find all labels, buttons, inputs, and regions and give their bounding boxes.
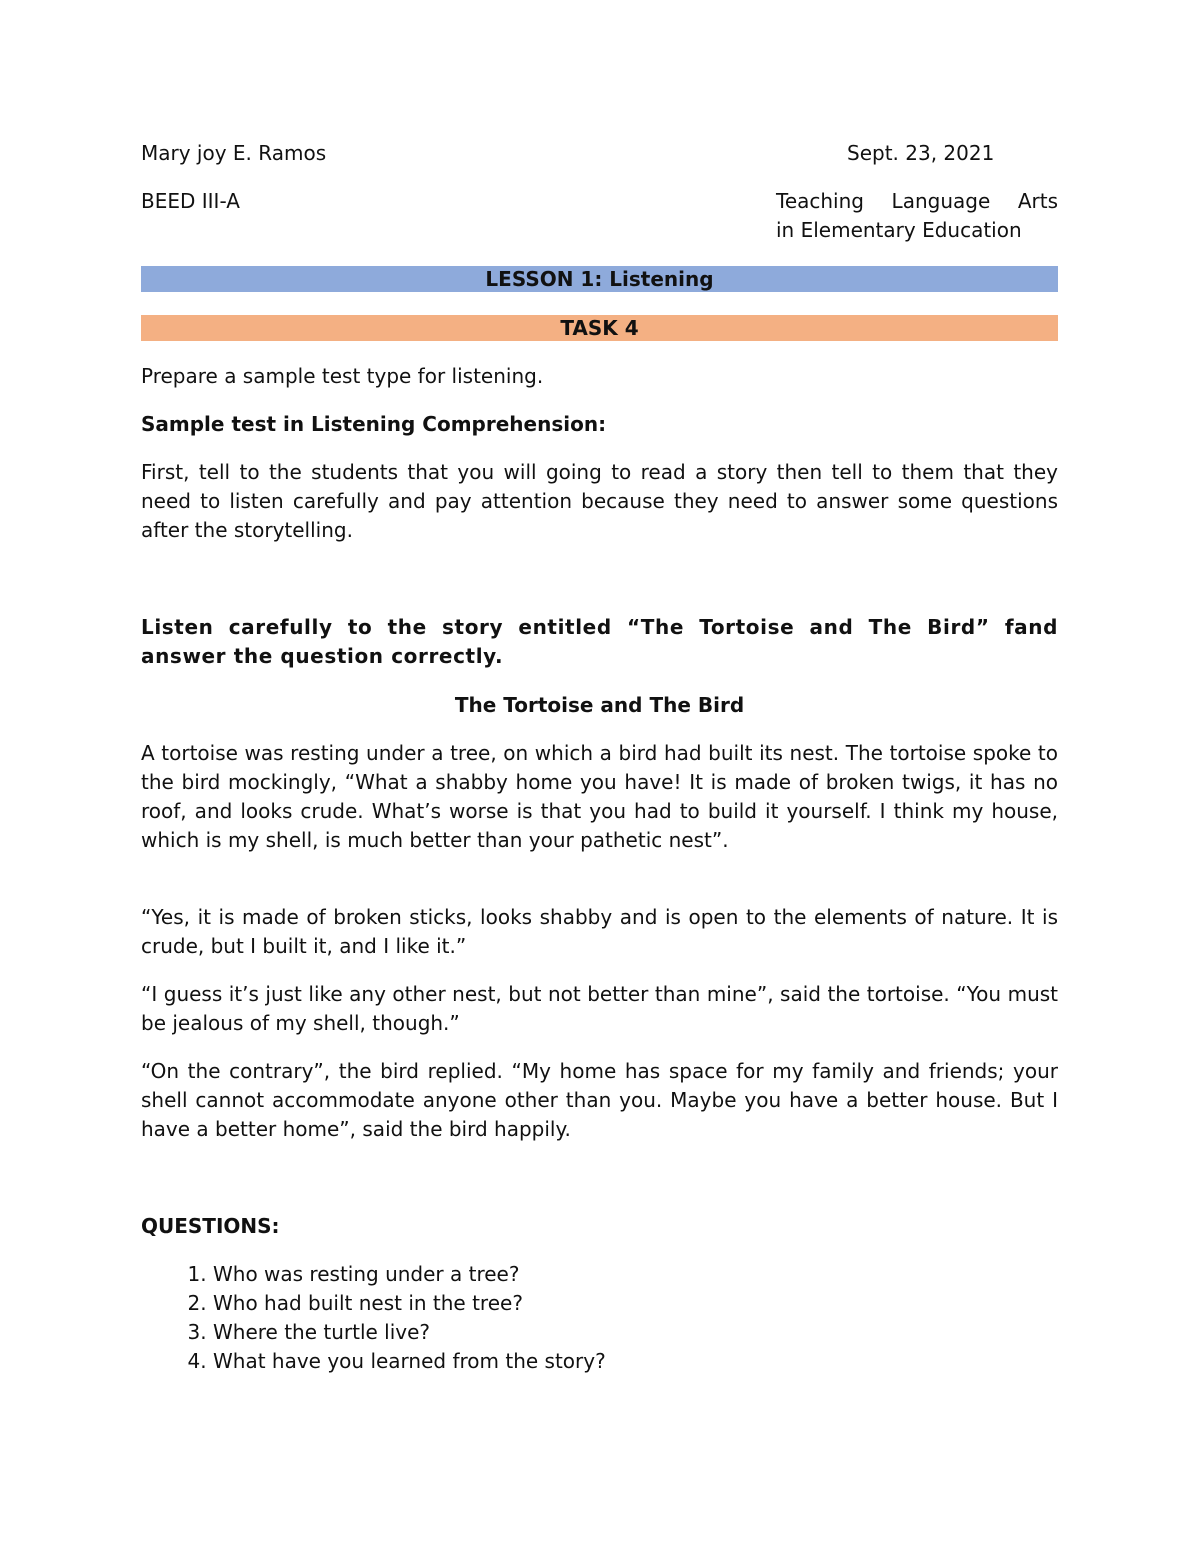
- date: Sept. 23, 2021: [847, 141, 995, 165]
- lesson-banner: LESSON 1: Listening: [141, 266, 1058, 292]
- questions-list: [141, 1260, 1058, 1376]
- story-paragraph: “Yes, it is made of broken sticks, looks shabby and is open to the elements of nature. It is crude, but I built it, and I like it.”: [141, 905, 1058, 958]
- course: BEED III-A: [141, 189, 240, 213]
- subject-line-1: Teaching Language Arts: [776, 189, 1058, 213]
- task-banner: TASK 4: [141, 315, 1058, 341]
- questions-heading: QUESTIONS:: [141, 1214, 280, 1238]
- subject-line-2: in Elementary Education: [776, 218, 1022, 242]
- intro-paragraph: First, tell to the students that you will going to read a story then tell to them that they need to listen carefully and pay attention because they need to answer some questions after the storytelling.: [141, 460, 1058, 542]
- question-item: 1. Who was resting under a tree?: [213, 1260, 1058, 1289]
- question-item: 4. What have you learned from the story?: [213, 1347, 1058, 1376]
- student-name: Mary joy E. Ramos: [141, 141, 327, 165]
- story-paragraph: A tortoise was resting under a tree, on which a bird had built its nest. The tortoise spoke to the bird mockingly, “What a shabby home you have! It is made of broken twigs, it has no roof, and looks crude. What’s worse is that you had to build it yourself. I think my house, which is my shell, is much better than your pathetic nest”.: [141, 741, 1058, 852]
- story-title: The Tortoise and The Bird: [454, 693, 745, 717]
- sample-heading: Sample test in Listening Comprehension:: [141, 412, 607, 436]
- story-paragraph: “On the contrary”, the bird replied. “My home has space for my family and friends; your shell cannot accommodate anyone other than you. Maybe you have a better house. But I have a better home”, said the bird happily.: [141, 1059, 1058, 1141]
- story-paragraph: “I guess it’s just like any other nest, but not better than mine”, said the tortoise. “You must be jealous of my shell, though.”: [141, 982, 1058, 1035]
- question-item: 2. Who had built nest in the tree?: [213, 1289, 1058, 1318]
- directions: Listen carefully to the story entitled “The Tortoise and The Bird” fand answer the question correctly.: [141, 615, 1058, 668]
- subject: [776, 187, 1058, 245]
- question-item: 3. Where the turtle live?: [213, 1318, 1058, 1347]
- instruction: Prepare a sample test type for listening.: [141, 364, 544, 388]
